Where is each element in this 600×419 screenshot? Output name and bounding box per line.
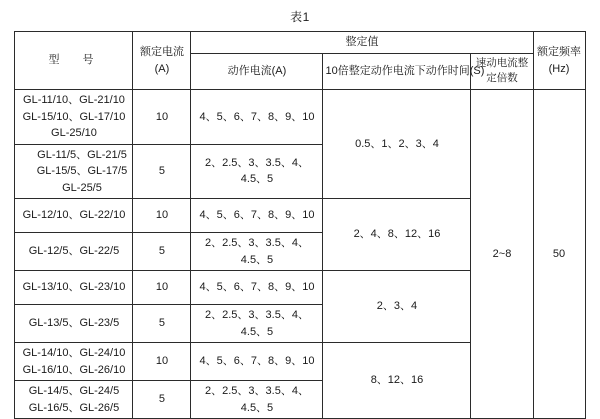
model-line: GL-13/5、GL-23/5 — [28, 317, 120, 330]
model-line: GL-25/10 — [51, 127, 97, 139]
model-line: GL-15/5、GL-17/5 — [36, 165, 128, 177]
header-model: 型 号 — [15, 32, 133, 90]
rated-current-cell: 5 — [133, 144, 191, 199]
action-current-cell: 4、5、6、7、8、9、10 — [191, 271, 323, 305]
action-current-cell: 4、5、6、7、8、9、10 — [191, 343, 323, 381]
model-line: GL-16/5、GL-26/5 — [28, 401, 120, 414]
model-line: GL-14/5、GL-24/5 — [28, 385, 120, 397]
model-cell — [15, 233, 133, 271]
rated-current-cell: 5 — [133, 381, 191, 419]
table-row — [15, 90, 585, 145]
model-line: GL-12/5、GL-22/5 — [28, 245, 120, 258]
model-line: GL-11/10、GL-21/10 — [23, 94, 125, 106]
model-cell — [15, 343, 133, 381]
model-line: GL-14/10、GL-24/10 — [22, 347, 126, 359]
header-rated-current: 额定电流(A) — [133, 32, 191, 90]
header-quick-multiple: 速动电流整定倍数 — [471, 53, 533, 90]
header-setting-group: 整定值 — [191, 32, 533, 54]
rated-current-cell: 5 — [133, 233, 191, 271]
table-header — [15, 32, 585, 90]
header-row-1 — [15, 32, 585, 54]
model-line: GL-25/5 — [62, 181, 102, 194]
rated-frequency-cell: 50 — [533, 90, 585, 419]
time-at-10x-cell: 2、3、4 — [323, 271, 471, 343]
header-time-at-10x: 10倍整定动作电流下动作时间(S) — [323, 53, 471, 90]
model-cell — [15, 271, 133, 305]
action-current-cell: 4、5、6、7、8、9、10 — [191, 199, 323, 233]
rated-current-cell: 10 — [133, 90, 191, 145]
model-line: GL-15/10、GL-17/10 — [22, 110, 126, 123]
action-current-cell: 2、2.5、3、3.5、4、4.5、5 — [191, 305, 323, 343]
quick-multiple-cell: 2~8 — [471, 90, 533, 419]
model-line: GL-11/5、GL-21/5 — [37, 148, 127, 161]
action-current-cell: 4、5、6、7、8、9、10 — [191, 90, 323, 145]
specification-table — [14, 31, 585, 419]
action-current-cell: 2、2.5、3、3.5、4、4.5、5 — [191, 144, 323, 199]
model-line: GL-13/10、GL-23/10 — [22, 281, 126, 294]
time-at-10x-cell: 0.5、1、2、3、4 — [323, 90, 471, 199]
model-cell — [15, 144, 133, 199]
model-cell — [15, 305, 133, 343]
action-current-cell: 2、2.5、3、3.5、4、4.5、5 — [191, 381, 323, 419]
model-line: GL-12/10、GL-22/10 — [22, 209, 126, 222]
table-body — [15, 90, 585, 419]
table-caption: 表1 — [290, 10, 310, 24]
rated-current-cell: 10 — [133, 199, 191, 233]
action-current-cell: 2、2.5、3、3.5、4、4.5、5 — [191, 233, 323, 271]
model-cell — [15, 199, 133, 233]
rated-current-cell: 10 — [133, 271, 191, 305]
model-line: GL-16/10、GL-26/10 — [22, 363, 126, 376]
time-at-10x-cell: 8、12、16 — [323, 343, 471, 419]
rated-current-cell: 10 — [133, 343, 191, 381]
header-rated-frequency: 额定频率(Hz) — [533, 32, 585, 90]
rated-current-cell: 5 — [133, 305, 191, 343]
time-at-10x-cell: 2、4、8、12、16 — [323, 199, 471, 271]
model-cell — [15, 90, 133, 145]
header-action-current: 动作电流(A) — [191, 53, 323, 90]
